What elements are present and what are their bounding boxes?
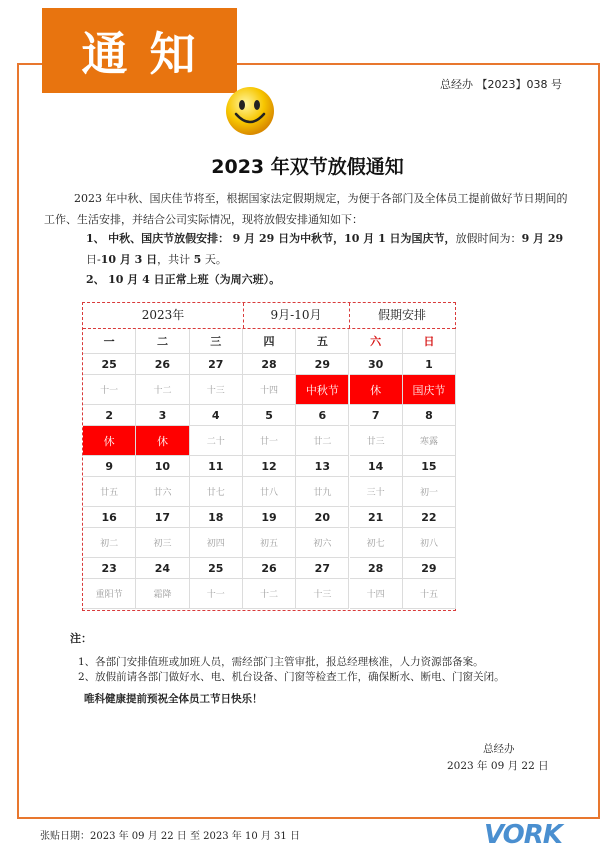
calendar-day: 27	[296, 558, 349, 579]
lunar-date: 重阳节	[83, 579, 136, 609]
arrangement-item-1	[86, 228, 576, 270]
holiday-cell: 中秋节	[296, 375, 349, 405]
calendar-day: 30	[350, 354, 403, 375]
calendar-day: 16	[83, 507, 136, 528]
note-item: 2、放假前请各部门做好水、电、机台设备、门窗等检查工作，确保断水、断电、门窗关闭。	[78, 671, 505, 683]
smiley-icon	[224, 85, 276, 137]
notes-heading: 注：	[70, 632, 92, 645]
lunar-date: 廿六	[136, 477, 189, 507]
holiday-cell: 休	[136, 426, 189, 456]
lunar-date: 寒露	[403, 426, 456, 456]
calendar-day: 23	[83, 558, 136, 579]
lunar-date: 廿九	[296, 477, 349, 507]
item-number: 2、	[86, 273, 105, 286]
calendar-day: 2	[83, 405, 136, 426]
calendar-day: 11	[190, 456, 243, 477]
calendar-arrangement: 假期安排	[377, 308, 426, 322]
item-lead: 中秋、国庆节放假安排：	[108, 232, 230, 245]
notice-badge: 通知	[42, 8, 237, 93]
intro-paragraph: 2023 年中秋、国庆佳节将至，根据国家法定假期规定，为便于各部门及全体员工提前做好节日期间的工作、生活安排，并结合公司实际情况，现将放假安排通知如下：	[44, 192, 568, 226]
calendar-day: 5	[243, 405, 296, 426]
calendar-day: 27	[190, 354, 243, 375]
lunar-date: 初八	[403, 528, 456, 558]
lunar-date: 廿五	[83, 477, 136, 507]
range-mid: 日-	[86, 253, 101, 266]
holiday-dates: 9 月 29 日为中秋节，10 月 1 日为国庆节，	[232, 232, 456, 245]
item-text: 10 月 4 日正常上班（为周六班）。	[108, 273, 281, 286]
weekday-header: 三	[190, 329, 243, 354]
document-number: 总经办 【2023】038 号	[440, 78, 562, 91]
total-days: 5	[193, 253, 202, 266]
lunar-date: 初七	[350, 528, 403, 558]
lunar-date: 十四	[243, 375, 296, 405]
lunar-date: 初一	[403, 477, 456, 507]
calendar-day: 18	[190, 507, 243, 528]
lunar-date: 十四	[350, 579, 403, 609]
greeting: 唯科健康提前预祝全体员工节日快乐！	[84, 693, 263, 705]
calendar-day: 25	[83, 354, 136, 375]
calendar-day: 15	[403, 456, 456, 477]
calendar-day: 24	[136, 558, 189, 579]
lunar-date: 初五	[243, 528, 296, 558]
lunar-date: 十一	[83, 375, 136, 405]
calendar-day: 21	[350, 507, 403, 528]
signature: 总经办	[483, 743, 515, 755]
calendar-year: 2023年	[83, 303, 244, 328]
lunar-date: 十二	[136, 375, 189, 405]
item-number: 1、	[86, 232, 105, 245]
holiday-calendar	[82, 302, 456, 611]
calendar-months: 9月-10月	[243, 303, 350, 328]
lunar-date: 廿三	[350, 426, 403, 456]
arrangement-item-2	[86, 271, 280, 287]
sign-date: 2023 年 09 月 22 日	[447, 760, 549, 772]
item-mid: 放假时间为：	[455, 232, 522, 245]
calendar-day: 29	[403, 558, 456, 579]
page-title: 2023 年双节放假通知	[211, 156, 404, 178]
lunar-date: 十三	[190, 375, 243, 405]
calendar-day: 6	[296, 405, 349, 426]
lunar-date: 十二	[243, 579, 296, 609]
lunar-date: 霜降	[136, 579, 189, 609]
calendar-day: 26	[243, 558, 296, 579]
lunar-date: 十三	[296, 579, 349, 609]
weekday-header: 五	[296, 329, 349, 354]
lunar-date: 初六	[296, 528, 349, 558]
item-tail: ，共计	[157, 253, 191, 266]
calendar-day: 4	[190, 405, 243, 426]
calendar-day: 19	[243, 507, 296, 528]
calendar-day: 28	[243, 354, 296, 375]
calendar-day: 17	[136, 507, 189, 528]
lunar-date: 十五	[403, 579, 456, 609]
calendar-day: 28	[350, 558, 403, 579]
lunar-date: 初四	[190, 528, 243, 558]
calendar-day: 7	[350, 405, 403, 426]
range-start: 9 月 29	[521, 232, 564, 245]
holiday-cell: 休	[350, 375, 403, 405]
company-logo: VORK	[484, 820, 562, 850]
lunar-date: 廿二	[296, 426, 349, 456]
calendar-day: 12	[243, 456, 296, 477]
lunar-date: 十一	[190, 579, 243, 609]
calendar-day: 26	[136, 354, 189, 375]
calendar-day: 20	[296, 507, 349, 528]
lunar-date: 廿一	[243, 426, 296, 456]
lunar-date: 三十	[350, 477, 403, 507]
item-tail2: 天。	[204, 253, 227, 266]
weekday-header: 四	[243, 329, 296, 354]
calendar-day: 14	[350, 456, 403, 477]
calendar-day: 8	[403, 405, 456, 426]
calendar-day: 13	[296, 456, 349, 477]
range-end: 10 月 3 日	[100, 253, 158, 266]
weekday-header: 二	[136, 329, 189, 354]
weekday-header: 日	[403, 329, 456, 354]
calendar-day: 25	[190, 558, 243, 579]
weekday-header: 六	[350, 329, 403, 354]
calendar-day: 10	[136, 456, 189, 477]
lunar-date: 初三	[136, 528, 189, 558]
weekday-header: 一	[83, 329, 136, 354]
calendar-header	[83, 303, 455, 329]
calendar-day: 22	[403, 507, 456, 528]
holiday-cell: 国庆节	[403, 375, 456, 405]
calendar-day: 9	[83, 456, 136, 477]
calendar-day: 29	[296, 354, 349, 375]
holiday-cell: 休	[83, 426, 136, 456]
lunar-date: 二十	[190, 426, 243, 456]
lunar-date: 初二	[83, 528, 136, 558]
calendar-day: 1	[403, 354, 456, 375]
posting-period: 张贴日期：2023 年 09 月 22 日 至 2023 年 10 月 31 日	[40, 831, 300, 842]
lunar-date: 廿八	[243, 477, 296, 507]
calendar-day: 3	[136, 405, 189, 426]
lunar-date: 廿七	[190, 477, 243, 507]
note-item: 1、各部门安排值班或加班人员，需经部门主管审批，报总经理核准，人力资源部备案。	[78, 656, 484, 668]
